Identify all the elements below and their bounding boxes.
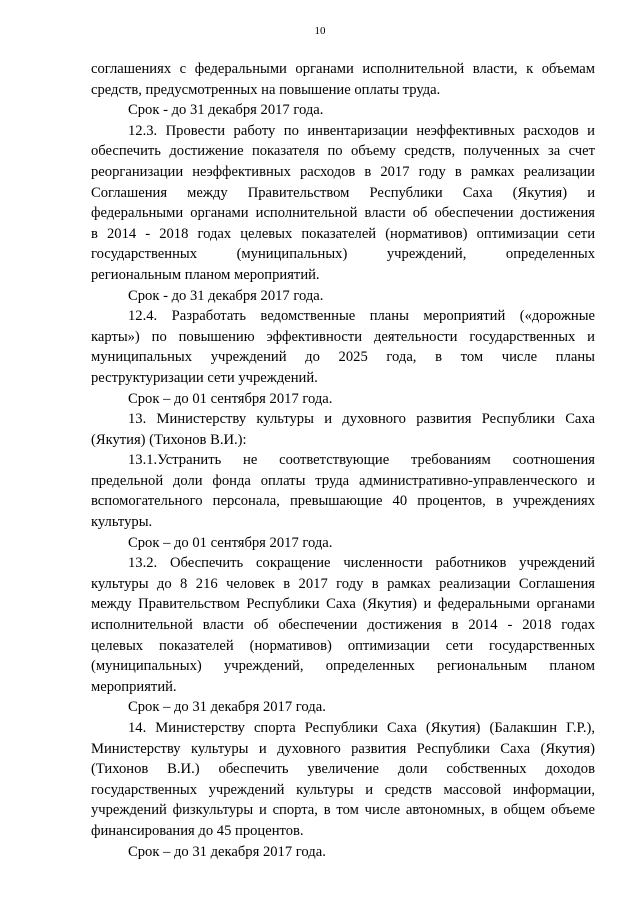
- text-line: финансирования до 45 процентов.: [91, 822, 304, 839]
- text-line: Срок – до 31 декабря 2017 года.: [128, 699, 326, 716]
- text-line: Соглашения между Правительством Республики Саха (Якутия) и: [91, 184, 595, 201]
- text-line: мероприятий.: [91, 678, 177, 695]
- text-line: государственных (муниципальных) учреждений, определенных: [91, 246, 595, 263]
- text-line: соглашениях с федеральными органами исполнительной власти, к объемам: [91, 61, 595, 77]
- text-line: Министерству культуры и духовного развития Республики Саха (Якутия): [91, 740, 595, 757]
- text-line: целевых показателей (нормативов) оптимизации сети государственных: [91, 637, 595, 654]
- text-line: Срок – до 31 декабря 2017 года.: [128, 843, 326, 860]
- text-line: федеральными органами исполнительной власти об обеспечении достижения: [91, 205, 595, 222]
- text-line: карты») по повышению эффективности деятельности государственных и: [91, 328, 595, 345]
- text-line: реорганизации неэффективных расходов в 2017 году в рамках реализации: [91, 163, 595, 180]
- text-line: Срок – до 01 сентября 2017 года.: [128, 534, 333, 551]
- text-line: обеспечить достижение показателя по объему средств, полученных за счет: [91, 143, 595, 160]
- text-line: исполнительной власти об обеспечении достижения в 2014 - 2018 годах: [91, 617, 595, 634]
- text-line: региональным планом мероприятий.: [91, 266, 320, 283]
- text-line: муниципальных учреждений до 2025 года, в том числе планы: [91, 349, 595, 366]
- text-line: 14. Министерству спорта Республики Саха (Якутия) (Балакшин Г.Р.),: [128, 720, 595, 736]
- text-line: в 2014 - 2018 годах целевых показателей (нормативов) оптимизации сети: [91, 225, 595, 242]
- text-line: государственных учреждений культуры и средств массовой информации,: [91, 781, 595, 798]
- text-line: между Правительством Республики Саха (Якутия) и федеральными органами: [91, 596, 595, 613]
- text-line: средств, предусмотренных на повышение оплаты труда.: [91, 81, 441, 98]
- text-line: Срок - до 31 декабря 2017 года.: [128, 287, 324, 304]
- text-line: 12.4. Разработать ведомственные планы мероприятий («дорожные: [128, 308, 595, 325]
- text-line: 13. Министерству культуры и духовного развития Республики Саха: [128, 411, 595, 428]
- text-line: 13.1.Устранить не соответствующие требованиям соотношения: [128, 452, 595, 469]
- page-number: 10: [314, 25, 326, 37]
- text-line: культуры.: [91, 514, 153, 531]
- text-line: Срок – до 01 сентября 2017 года.: [128, 390, 333, 407]
- text-line: учреждений физкультуры и спорта, в том числе автономных, в общем объеме: [91, 802, 595, 819]
- text-line: (Якутия) (Тихонов В.И.):: [91, 431, 247, 448]
- text-line: культуры до 8 216 человек в 2017 году в рамках реализации Соглашения: [91, 575, 595, 592]
- document-body: [91, 59, 595, 862]
- text-line: 12.3. Провести работу по инвентаризации неэффективных расходов и: [128, 122, 595, 139]
- text-line: Срок - до 31 декабря 2017 года.: [128, 102, 324, 119]
- text-line: вспомогательного персонала, превышающие 40 процентов, в учреждениях: [91, 493, 595, 510]
- text-line: (Тихонов В.И.) обеспечить увеличение доли собственных доходов: [91, 761, 595, 778]
- text-line: реструктуризации сети учреждений.: [91, 369, 318, 386]
- text-line: предельной доли фонда оплаты труда административно-управленческого и: [91, 472, 595, 489]
- text-line: (муниципальных) учреждений, определенных региональным планом: [91, 658, 595, 675]
- text-line: 13.2. Обеспечить сокращение численности работников учреждений: [128, 555, 595, 572]
